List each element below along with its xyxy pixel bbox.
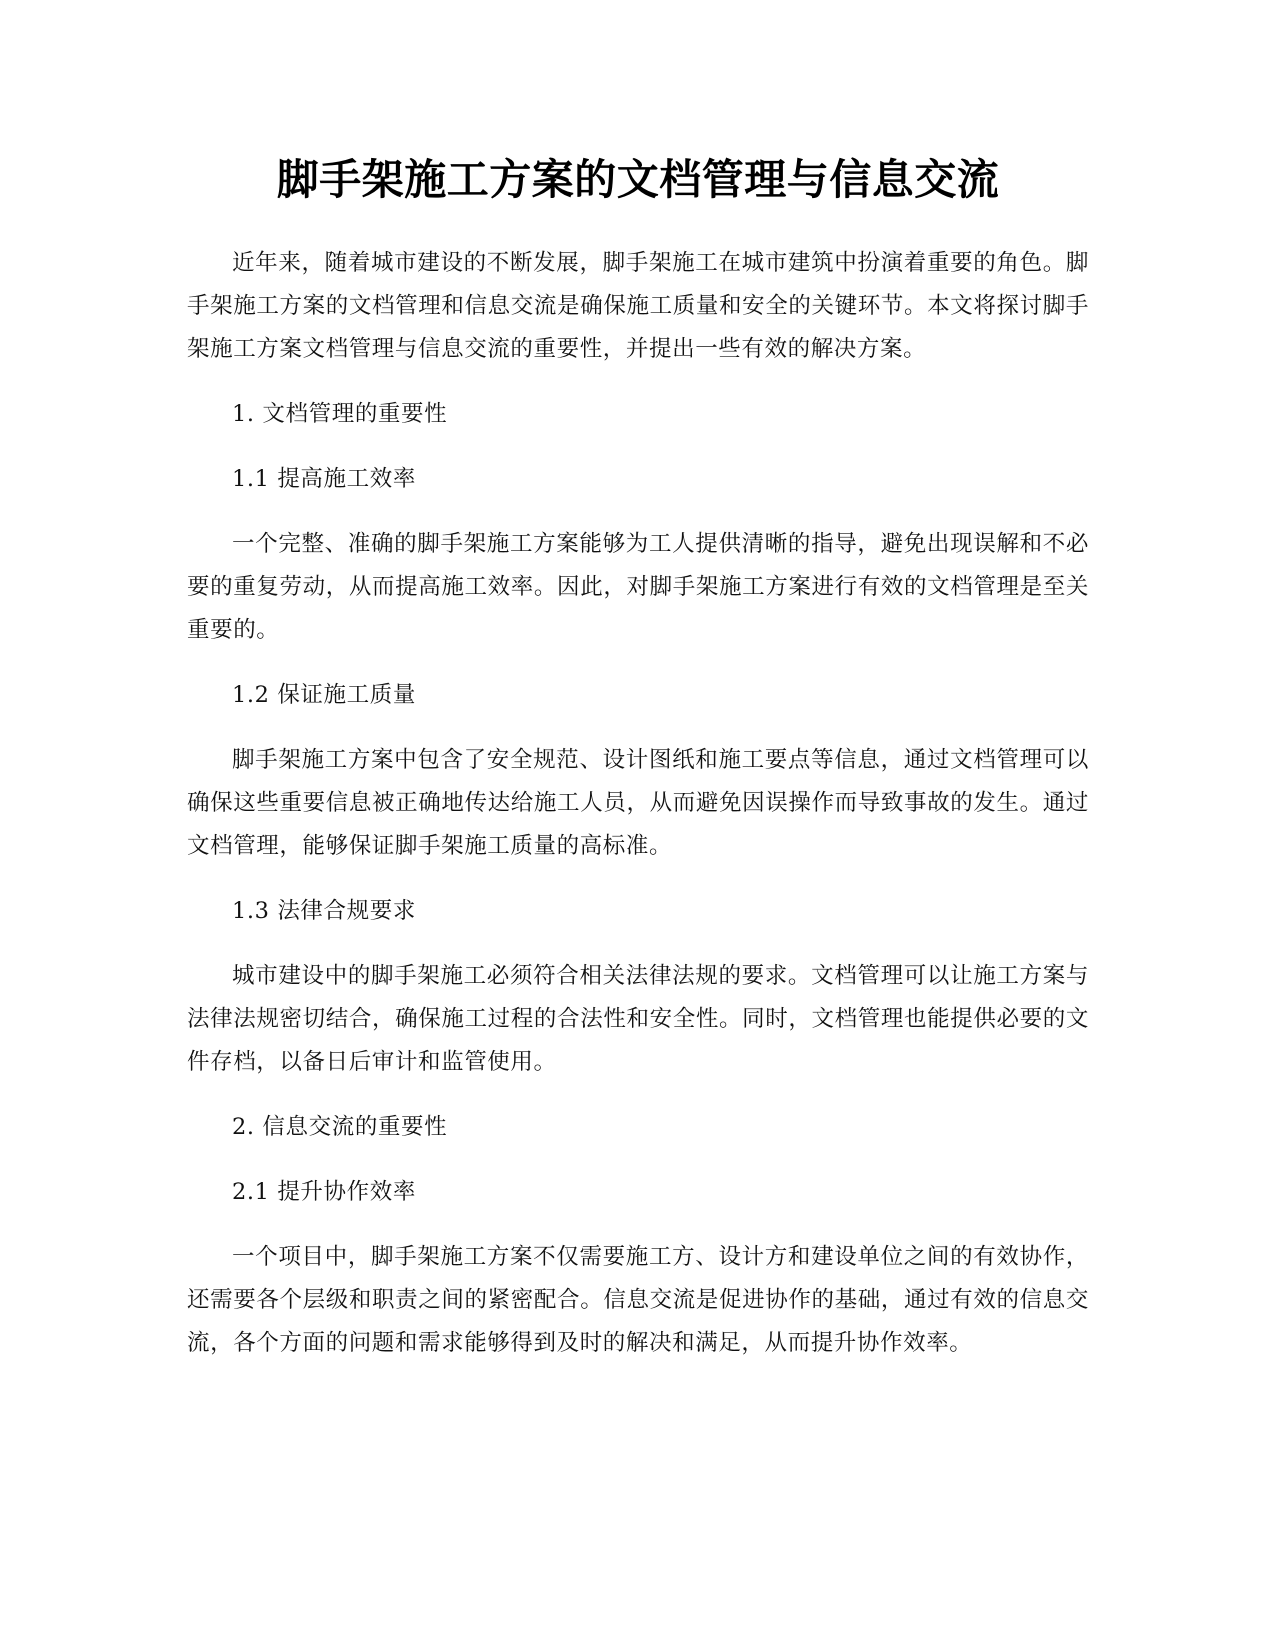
section-heading-1: 1. 文档管理的重要性 [232, 401, 448, 427]
subsection-heading-1-3: 1.3 法律合规要求 [232, 898, 416, 924]
page-title: 脚手架施工方案的文档管理与信息交流 [276, 155, 1000, 204]
paragraph-2-1: 一个项目中，脚手架施工方案不仅需要施工方、设计方和建设单位之间的有效协作，还需要各个层级和职责之间的紧密配合。信息交流是促进协作的基础，通过有效的信息交流，各个方面的问题和需求能够得到及时的解决和满足，从而提升协作效率。 [187, 1244, 1089, 1356]
subsection-heading-1-1: 1.1 提高施工效率 [232, 466, 416, 492]
paragraph-1-2: 脚手架施工方案中包含了安全规范、设计图纸和施工要点等信息，通过文档管理可以确保这些重要信息被正确地传达给施工人员，从而避免因误操作而导致事故的发生。通过文档管理，能够保证脚手架施工质量的高标准。 [187, 747, 1089, 859]
paragraph-1-1: 一个完整、准确的脚手架施工方案能够为工人提供清晰的指导，避免出现误解和不必要的重复劳动，从而提高施工效率。因此，对脚手架施工方案进行有效的文档管理是至关重要的。 [187, 531, 1089, 643]
section-heading-2: 2. 信息交流的重要性 [232, 1114, 448, 1140]
subsection-heading-1-2: 1.2 保证施工质量 [232, 682, 416, 708]
subsection-heading-2-1: 2.1 提升协作效率 [232, 1179, 416, 1205]
paragraph-1-3: 城市建设中的脚手架施工必须符合相关法律法规的要求。文档管理可以让施工方案与法律法规密切结合，确保施工过程的合法性和安全性。同时，文档管理也能提供必要的文件存档，以备日后审计和监管使用。 [187, 963, 1089, 1075]
intro-paragraph: 近年来，随着城市建设的不断发展，脚手架施工在城市建筑中扮演着重要的角色。脚手架施工方案的文档管理和信息交流是确保施工质量和安全的关键环节。本文将探讨脚手架施工方案文档管理与信息交流的重要性，并提出一些有效的解决方案。 [187, 250, 1089, 362]
document-body [187, 150, 1089, 1387]
